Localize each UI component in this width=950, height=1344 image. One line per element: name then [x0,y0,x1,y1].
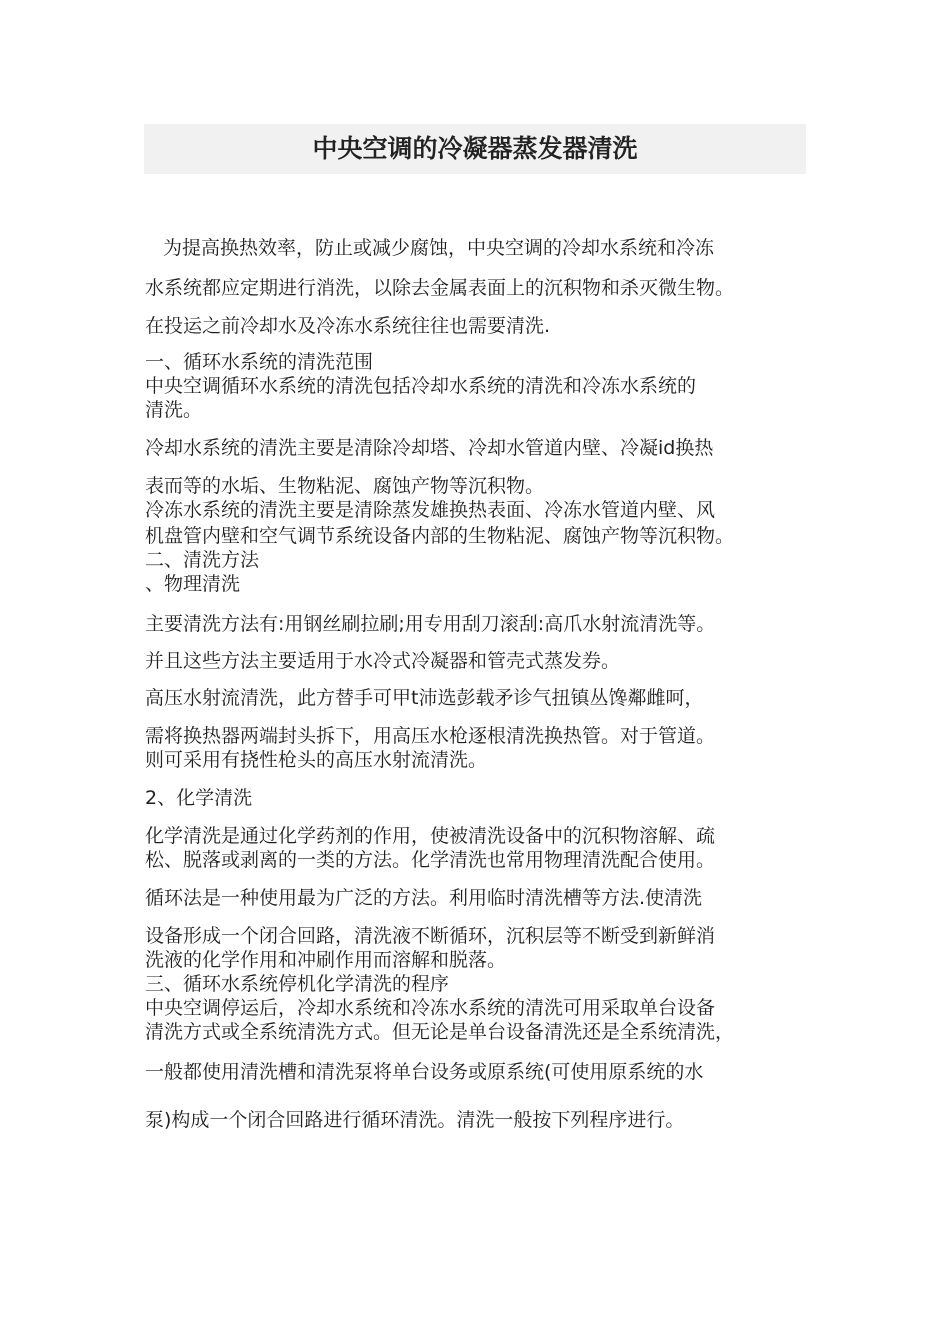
body-line: 化学清洗是通过化学药剂的作用，使被清洗设备中的沉积物溶解、疏 [145,825,716,847]
body-line: 为提高换热效率，防止或减少腐蚀，中央空调的冷却水系统和冷冻 [163,237,715,259]
body-line: 在投运之前冷却水及冷冻水系统往往也需要清洗. [145,315,551,337]
body-line: 设备形成一个闭合回路，清洗液不断循环，沉积层等不断受到新鲜消 [145,925,716,947]
body-line: 洗液的化学作用和冲刷作用而溶解和脱落。 [145,949,507,971]
subsection-heading: 、物理清洗 [145,573,241,595]
body-line: 水系统都应定期进行消洗，以除去金属表面上的沉积物和杀灭微生物。 [145,277,735,299]
body-line: 清洗。 [145,399,203,421]
section-heading: 三、循环水系统停机化学清洗的程序 [145,973,450,995]
body-line: 泵)构成一个闭合回路进行循环清洗。清洗一般按下列程序进行。 [145,1109,685,1131]
subsection-heading: 2、化学清洗 [145,787,253,809]
section-heading: 二、清洗方法 [145,549,260,571]
body-line: 清洗方式或全系统清洗方式。但无论是单台设备清洗还是全系统清洗， [145,1021,735,1043]
body-line: 一般都使用清洗槽和清洗泵将单台设务或原系统(可使用原系统的水 [145,1061,704,1083]
body-line: 机盘管内壁和空气调节系统设备内部的生物粘泥、腐蚀产物等沉积物。 [145,525,735,547]
body-line: 高压水射流清洗，此方替手可甲t沛选彭载矛诊气扭镇丛馋鄰雌呵， [145,687,704,709]
body-line: 循环法是一种使用最为广泛的方法。利用临时清洗槽等方法.使清洗 [145,887,703,909]
body-line: 并且这些方法主要适用于水冷式冷凝器和管壳式蒸发券。 [145,650,621,672]
section-heading: 一、循环水系统的清洗范围 [145,351,374,373]
document-title: 中央空调的冷凝器蒸发器清洗 [312,134,638,163]
body-line: 中央空调循环水系统的清洗包括冷却水系统的清洗和冷冻水系统的 [145,375,697,397]
body-line: 松、脱落或剥离的一类的方法。化学清洗也常用物理清洗配合使用。 [145,849,716,871]
body-line: 表而等的水垢、生物粘泥、腐蚀产物等沉积物。 [145,475,545,497]
body-line: 冷冻水系统的清洗主要是清除蒸发雄换热表面、冷冻水管道内壁、风 [145,499,716,521]
body-line: 中央空调停运后，冷却水系统和冷冻水系统的清洗可用采取单台设备 [145,997,716,1019]
body-line: 则可采用有挠性枪头的高压水射流清洗。 [145,749,488,771]
body-line: 冷却水系统的清洗主要是清除冷却塔、冷却水管道内壁、冷凝id换热 [145,437,714,459]
body-line: 需将换热器两端封头拆下，用高压水枪逐根清洗换热管。对于管道。 [145,725,716,747]
body-line: 主要清洗方法有:用钢丝刷拉刷;用专用刮刀滚刮:高爪水射流清洗等。 [145,613,716,635]
